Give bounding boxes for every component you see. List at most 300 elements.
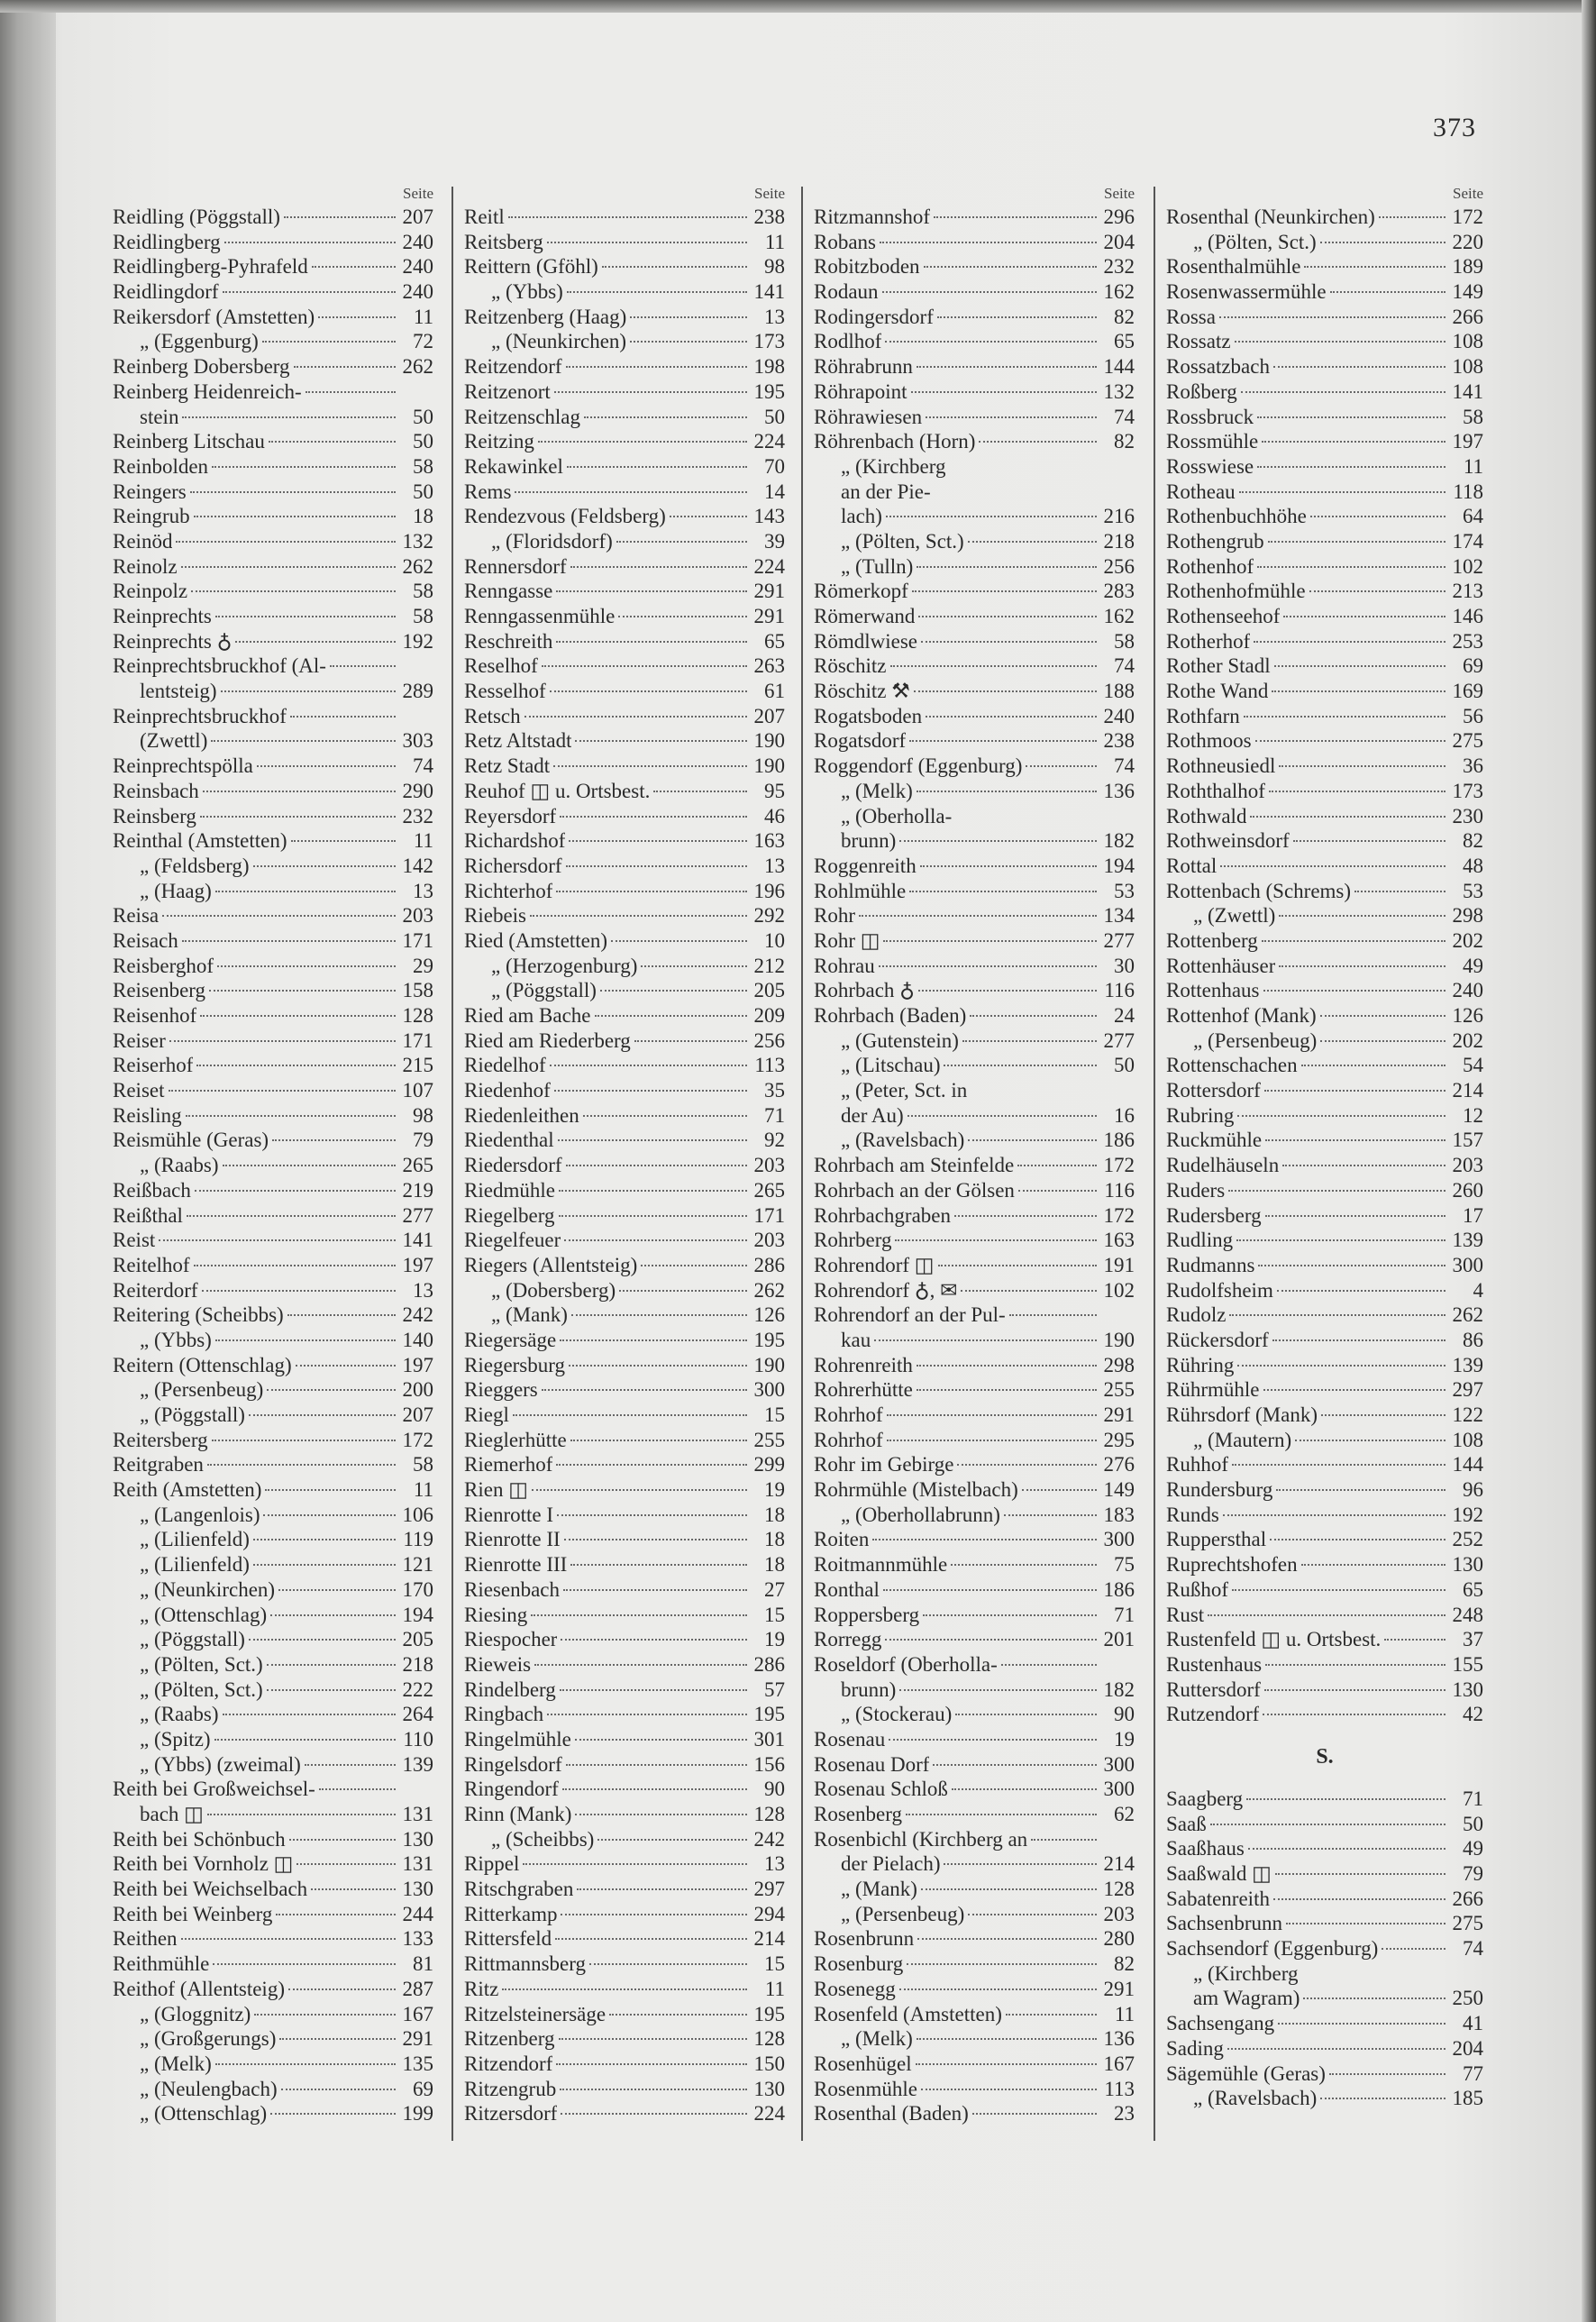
index-entry [1166,828,1483,854]
index-entry [113,1303,433,1328]
dot-leader [1282,1165,1446,1166]
index-entry [464,804,785,829]
entry-page: 18 [764,1553,785,1577]
index-entry [1166,1078,1483,1103]
entry-page: 54 [1463,1054,1483,1077]
entry-name: Rodaun [814,280,879,304]
index-entry [814,1802,1135,1827]
dot-leader [641,1265,747,1266]
dot-leader [1272,1339,1446,1341]
entry-name: Ringelsdorf [464,1752,562,1776]
entry-name: „ (Feldsberg) [140,854,250,877]
entry-name: Riesing [464,1603,528,1626]
dot-leader [209,990,396,992]
entry-name: Ritschgraben [464,1878,574,1901]
entry-page: 186 [1103,1577,1135,1601]
index-entry [814,1926,1135,1952]
entry-page: 65 [1114,330,1135,353]
index-entry [814,828,1135,854]
index-entry [113,1727,433,1752]
index-entry [464,429,785,454]
index-entry [1166,704,1483,729]
index-entry [814,579,1135,604]
dot-leader [1262,441,1446,443]
index-entry [113,2077,433,2102]
dot-leader [561,2113,747,2115]
index-entry [113,954,433,979]
entry-page: 58 [1463,405,1483,428]
entry-list [814,205,1135,2126]
entry-name: Reitsberg [464,230,543,253]
entry-page: 167 [402,2002,433,2025]
dot-leader [968,541,1097,543]
dot-leader [917,2038,1097,2040]
entry-name: Reith bei Großweichsel- [113,1778,315,1801]
entry-page: 195 [753,379,785,403]
index-entry [1166,1303,1483,1328]
entry-page: 195 [753,1328,785,1351]
index-entry [1166,504,1483,529]
dot-leader [559,2038,748,2040]
entry-page: 238 [753,206,785,228]
entry-name: Reitzing [464,430,534,453]
entry-page: 144 [1452,1453,1483,1476]
entry-page: 183 [1103,1503,1135,1526]
entry-page: 140 [402,1328,433,1351]
dot-leader [1301,1564,1446,1566]
index-entry [1166,1627,1483,1652]
entry-page: 157 [1452,1129,1483,1152]
entry-page: 132 [1103,379,1135,403]
dot-leader [262,341,396,343]
entry-name: Roggenreith [814,854,917,877]
index-entry [1166,1328,1483,1353]
entry-page: 186 [1103,1129,1135,1152]
dot-leader [1248,1848,1446,1850]
index-entry [464,854,785,879]
dot-leader [602,266,747,268]
entry-page: 207 [402,1403,433,1426]
dot-leader [558,1139,747,1141]
dot-leader [1262,940,1446,942]
entry-page: 24 [1114,1004,1135,1027]
entry-name: Rottersdorf [1166,1079,1261,1102]
entry-page: 110 [403,1727,433,1751]
index-entry [1166,903,1483,928]
entry-name: Römerwand [814,605,916,627]
entry-page: 266 [1452,1887,1483,1910]
book-binding-shadow [0,0,56,2322]
dot-leader [924,266,1097,268]
entry-page: 167 [1103,2052,1135,2075]
entry-name: Röhrabrunn [814,355,913,379]
dot-leader [917,1938,1097,1940]
entry-name: Rohrbachgraben [814,1203,951,1227]
dot-leader [194,1265,396,1266]
entry-name: „ (Melk) [140,2052,212,2075]
index-entry [1166,1836,1483,1861]
entry-name: „ (Pöggstall) [140,1628,245,1651]
index-entry [113,1228,433,1253]
dot-leader [1279,765,1446,767]
entry-page: 64 [1463,505,1483,528]
dot-leader [531,1614,747,1616]
dot-leader [211,740,396,742]
dot-leader [554,1090,747,1092]
dot-leader [1279,965,1446,967]
entry-page: 297 [753,1878,785,1901]
dot-leader [566,1764,747,1766]
dot-leader [235,641,396,643]
entry-name: Rohrbach am Steinfelde [814,1154,1015,1177]
entry-page: 256 [1103,554,1135,578]
entry-page: 90 [1114,1703,1135,1726]
entry-page: 205 [402,1628,433,1651]
entry-page: 216 [1103,505,1135,528]
entry-page: 195 [753,2002,785,2025]
entry-page: 212 [753,954,785,977]
index-entry [814,1028,1135,1054]
entry-page: 194 [402,1603,433,1626]
index-entry [464,1977,785,2002]
dot-leader [556,590,747,592]
dot-leader [653,791,747,792]
dot-leader [224,242,396,243]
index-entry [1166,954,1483,979]
dot-leader [914,690,1097,692]
index-entry [113,1353,433,1378]
dot-leader [955,1714,1097,1715]
entry-page: 218 [1103,529,1135,553]
dot-leader [191,590,396,592]
entry-name: Römdlwiese [814,629,917,653]
entry-page: 197 [402,1253,433,1276]
entry-page: 130 [1452,1678,1483,1701]
entry-name: „ (Ravelsbach) [841,1129,965,1152]
dot-leader [560,2089,747,2090]
entry-name: Rubring [1166,1103,1235,1127]
entry-name: Reinprechts [113,605,212,627]
dot-leader [1379,216,1446,218]
index-entry [464,1153,785,1178]
dot-leader [1257,466,1446,468]
dot-leader [267,1664,396,1666]
entry-name: Rothenseehof [1166,605,1281,627]
dot-leader [215,2063,396,2065]
index-entry [113,1403,433,1428]
index-entry [814,1727,1135,1752]
entry-name: Rieglerhütte [464,1428,567,1451]
index-entry [814,879,1135,904]
entry-page: 196 [753,879,785,902]
entry-name: Sachsenbrunn [1166,1912,1283,1935]
dot-leader [634,1040,747,1042]
entry-name: Reinsbach [113,779,199,802]
index-entry [113,1103,433,1129]
entry-name: Römerkopf [814,580,908,603]
entry-page: 286 [753,1652,785,1676]
dot-leader [889,1739,1097,1741]
index-entry [1166,604,1483,629]
index-entry [464,1702,785,1727]
entry-page: 136 [1103,779,1135,802]
entry-name: Reinsberg [113,804,196,827]
dot-leader [954,1215,1097,1217]
index-entry [1166,1503,1483,1528]
dot-leader [182,940,396,942]
entry-page: 203 [402,904,433,928]
entry-page: 224 [753,430,785,453]
dot-leader [194,516,396,517]
entry-page: 224 [753,2102,785,2125]
entry-name: „ (Raabs) [140,1154,219,1177]
entry-page: 240 [402,230,433,253]
index-entry [1166,1936,1483,1961]
dot-leader [553,765,747,767]
dot-leader [253,865,396,867]
entry-page: 11 [1463,454,1483,478]
entry-name: Ritzersdorf [464,2102,558,2125]
entry-name: Reinpolz [113,580,188,603]
entry-name: Reinbolden [113,454,209,478]
dot-leader [542,1389,747,1391]
entry-name: Reitzenort [464,379,551,403]
index-entry [113,480,433,505]
index-entry [113,1278,433,1303]
dot-leader [265,1489,396,1491]
index-entry [113,1926,433,1952]
entry-page: 299 [753,1453,785,1476]
entry-page: 218 [402,1652,433,1676]
dot-leader [872,1539,1097,1540]
dot-leader [215,891,396,892]
entry-name: Reith bei Weinberg [113,1902,273,1925]
entry-name: Riesenbach [464,1577,561,1601]
index-entry [113,205,433,230]
entry-page: 190 [753,1353,785,1376]
index-entry [464,1428,785,1453]
dot-leader [1250,816,1446,818]
entry-name: „ (Peter, Sct. in [841,1079,968,1102]
dot-leader [556,1464,747,1466]
index-entry [814,854,1135,879]
index-entry [1166,1986,1483,2011]
entry-page: 128 [402,1004,433,1027]
dot-leader [267,1389,396,1391]
index-entry [814,529,1135,554]
index-entry [113,2101,433,2126]
entry-name: Riegelberg [464,1203,555,1227]
entry-name: Rosenburg [814,1952,904,1976]
dot-leader [1273,1898,1446,1900]
index-entry [113,454,433,480]
entry-name: Rudolfsheim [1166,1278,1273,1302]
index-entry [1166,1452,1483,1477]
dot-leader [895,1239,1097,1241]
entry-name: Reinberg Dobersberg [113,355,290,379]
dot-leader [957,1464,1097,1466]
entry-page: 162 [1103,605,1135,627]
dot-leader [296,1863,396,1865]
index-entry [113,928,433,954]
entry-page: 172 [1103,1154,1135,1177]
index-entry [464,1053,785,1078]
index-entry [113,1003,433,1028]
entry-page: 74 [1114,754,1135,778]
index-entry [113,2052,433,2077]
index-entry [464,1377,785,1403]
dot-leader [641,965,747,967]
dot-leader [1263,1714,1446,1715]
dot-leader [561,1914,747,1915]
dot-leader [562,1788,747,1790]
dot-leader [1031,1839,1097,1841]
entry-page: 290 [402,779,433,802]
dot-leader [1268,541,1446,543]
index-entry [464,1028,785,1054]
entry-page: 130 [753,2077,785,2100]
entry-name: „ (Ybbs) (zweimal) [140,1752,301,1776]
dot-leader [249,1414,396,1416]
entry-name: Rorregg [814,1628,882,1651]
entry-page: 69 [1463,654,1483,678]
dot-leader [564,1239,747,1241]
index-entry [814,2101,1135,2126]
entry-page: 300 [1452,1253,1483,1276]
index-entry [1166,2061,1483,2087]
entry-page: 232 [402,804,433,827]
entry-name: Reidlingberg [113,230,221,253]
entry-page: 238 [1103,729,1135,753]
dot-leader [630,341,747,343]
dot-leader [1264,1090,1446,1092]
entry-page: 222 [402,1678,433,1701]
index-entry [1166,2086,1483,2111]
entry-page: 230 [1452,804,1483,827]
entry-name: Rundersburg [1166,1478,1273,1502]
dot-leader [270,1614,396,1616]
entry-name: Rottenbach (Schrems) [1166,879,1352,902]
index-entry [814,1428,1135,1453]
dot-leader [880,242,1097,243]
entry-page: 191 [1103,1253,1135,1276]
entry-name: „ (Lilienfeld) [140,1553,250,1577]
dot-leader [1026,765,1097,767]
entry-name: Rudling [1166,1229,1234,1252]
dot-leader [289,1839,396,1841]
entry-name: Reinberg Heidenreich- [113,379,302,403]
dot-leader [556,641,747,643]
index-entry [113,728,433,754]
entry-name: „ (Gloggnitz) [140,2002,251,2025]
entry-name: „ (Haag) [140,879,212,902]
entry-page: 144 [1103,355,1135,379]
entry-name: Rotherhof [1166,629,1251,653]
entry-name: Reißbach [113,1178,191,1202]
dot-leader [162,915,396,917]
entry-name: Ritz [464,1977,499,2000]
entry-page: 15 [764,1403,785,1426]
entry-page: 70 [764,454,785,478]
entry-page: 15 [764,1603,785,1626]
dot-leader [906,1814,1097,1815]
index-entry [1166,305,1483,330]
entry-name: „ (Zwettl) [1193,904,1276,928]
entry-name: Rosenbichl (Kirchberg an [814,1827,1028,1851]
dot-leader [968,1139,1097,1141]
entry-name: Reyersdorf [464,804,557,827]
entry-page: 131 [402,1803,433,1825]
entry-name: Reselhof [464,654,538,678]
index-entry [113,1203,433,1229]
index-entry [113,1627,433,1652]
index-entry [464,2101,785,2126]
entry-page: 35 [764,1079,785,1102]
entry-name: Sabatenreith [1166,1887,1270,1910]
entry-list [1166,1787,1483,2111]
entry-name: Reitzenschlag [464,405,581,428]
dot-leader [917,366,1097,368]
dot-leader [524,716,747,718]
index-entry [113,1577,433,1603]
entry-page: 169 [1452,680,1483,703]
entry-page: 14 [764,480,785,503]
entry-name: Reitl [464,206,505,228]
entry-page: 291 [1103,1977,1135,2000]
entry-name: bach ◫ [140,1803,204,1825]
entry-page: 74 [1463,1937,1483,1961]
entry-name: Reiterdorf [113,1278,198,1302]
entry-page: 298 [1452,904,1483,928]
dot-leader [181,566,396,568]
dot-leader [195,1190,396,1192]
dot-leader [917,566,1097,568]
dot-leader [916,2063,1097,2065]
dot-leader [899,1988,1097,1990]
index-entry [1166,1103,1483,1129]
index-entry [113,1527,433,1552]
entry-name: Rotheau [1166,480,1236,503]
dot-leader [202,1290,396,1292]
dot-leader [920,865,1097,867]
entry-page: 17 [1463,1203,1483,1227]
entry-name: Reitgraben [113,1453,204,1476]
entry-name: Rudolz [1166,1303,1227,1327]
entry-page: 265 [753,1178,785,1202]
entry-page: 128 [753,2027,785,2051]
index-entry [464,1952,785,1977]
dot-leader [911,391,1098,393]
index-entry [1166,1253,1483,1278]
entry-name: Rohr ◫ [814,928,880,952]
index-entry [814,1977,1135,2002]
index-entry [1166,754,1483,779]
entry-name: Reith (Amstetten) [113,1478,262,1502]
index-entry [814,429,1135,454]
entry-page: 131 [402,1852,433,1876]
dot-leader [557,1514,747,1516]
entry-page: 204 [1452,2036,1483,2060]
entry-page: 71 [1114,1603,1135,1626]
entry-name: Renngassenmühle [464,605,616,627]
index-entry [1166,1603,1483,1628]
index-entry [113,1652,433,1678]
index-entry [814,1552,1135,1577]
entry-name: Rienrotte I [464,1503,553,1526]
entry-page: 11 [413,1478,433,1502]
entry-page: 19 [764,1628,785,1651]
index-entry [113,1702,433,1727]
